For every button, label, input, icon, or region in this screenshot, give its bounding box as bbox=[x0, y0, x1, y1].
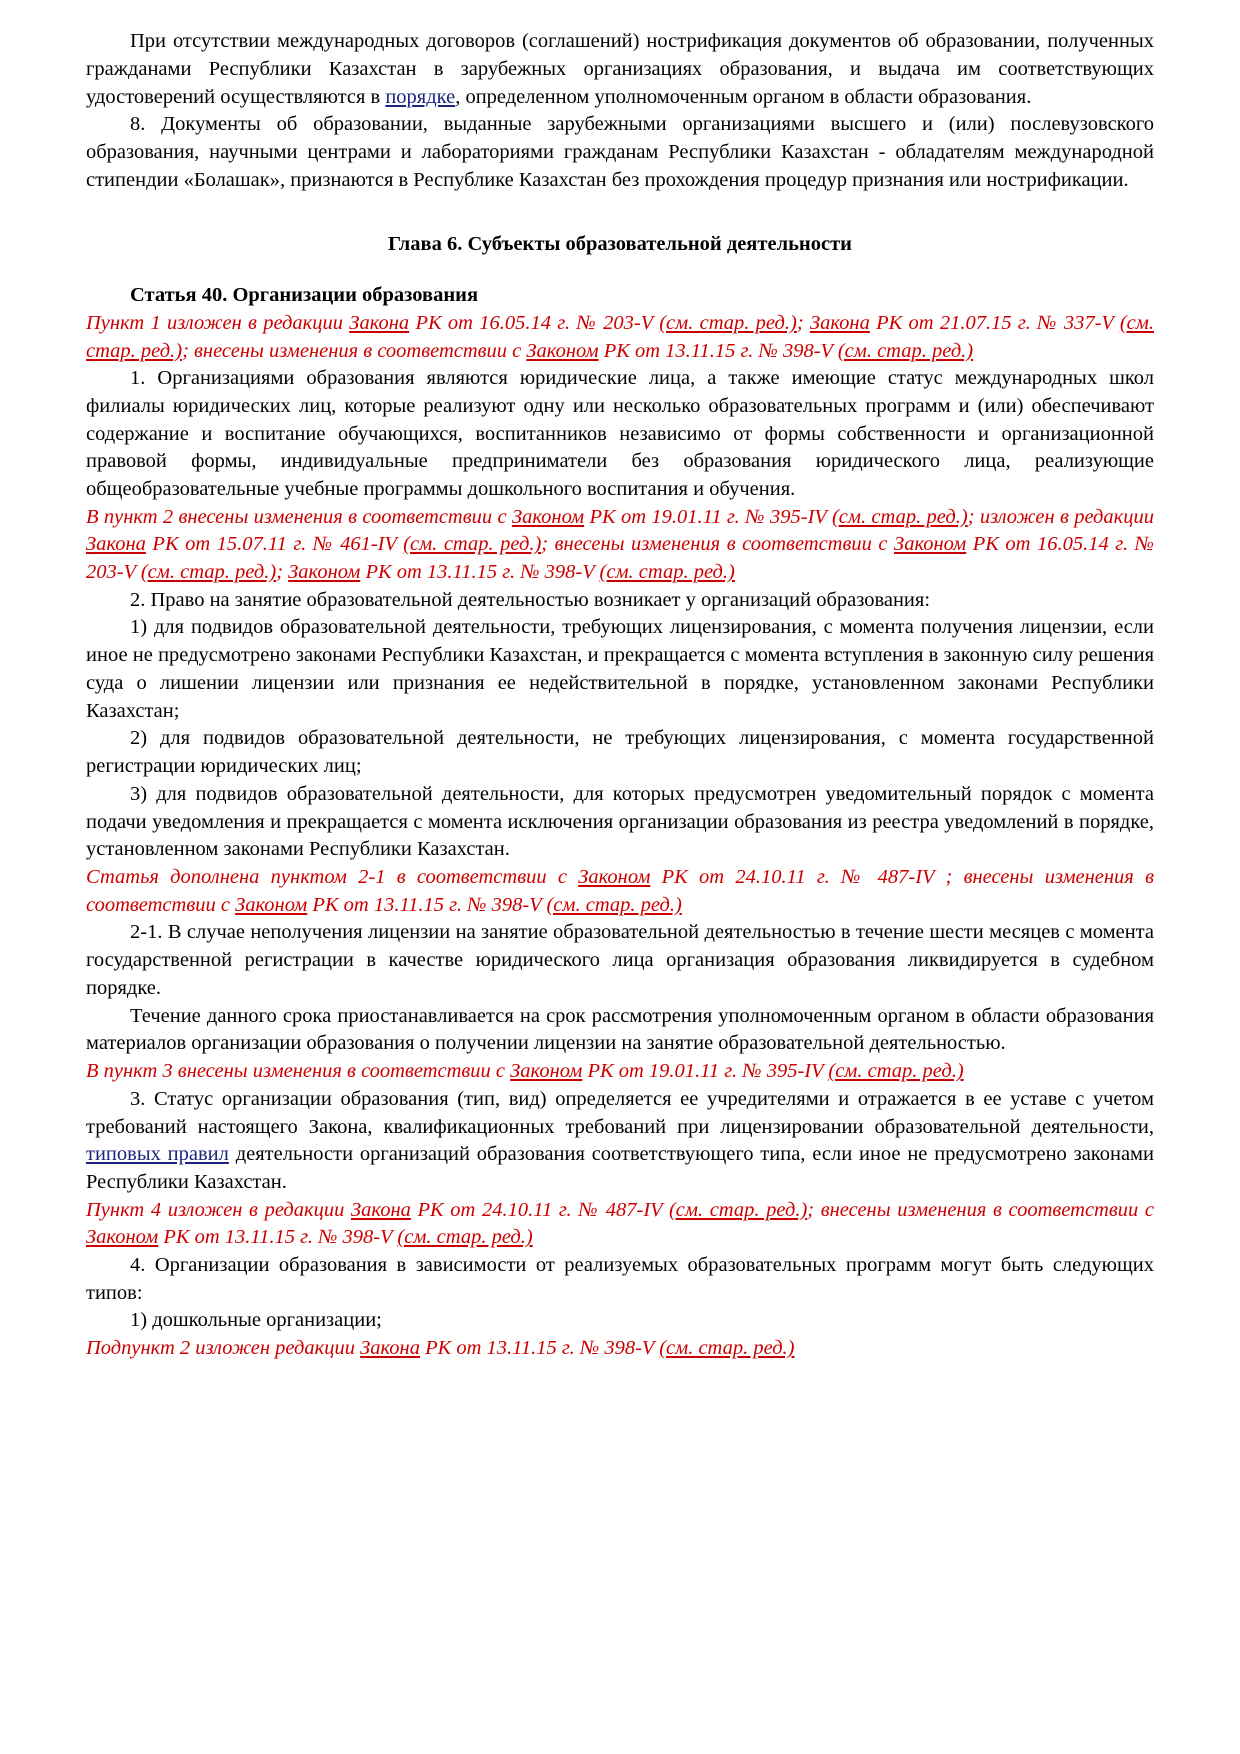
text-run: РК от 19.01.11 г. № 395-IV bbox=[582, 1060, 829, 1083]
note-link[interactable]: (см. стар. ред.) bbox=[659, 1337, 795, 1360]
text-run: РК от 13.11.15 г. № 398-V bbox=[158, 1226, 398, 1249]
body-paragraph bbox=[86, 1307, 1154, 1335]
text-run: РК от 15.07.11 г. № 461-IV bbox=[145, 533, 404, 556]
body-paragraph bbox=[86, 1086, 1154, 1197]
note-link[interactable]: Закона bbox=[349, 311, 410, 334]
note-link[interactable]: Закона bbox=[86, 533, 146, 556]
note-link[interactable]: (см. стар. ред.) bbox=[668, 1198, 808, 1221]
note-link[interactable]: Законом bbox=[526, 339, 599, 362]
note-link[interactable]: Законом bbox=[86, 1226, 159, 1249]
text-run: Пункт 1 изложен в редакции bbox=[86, 311, 350, 334]
body-paragraph bbox=[86, 111, 1154, 194]
note-link[interactable]: Закона bbox=[351, 1198, 411, 1221]
note-link[interactable]: (см. стар. ред.) bbox=[140, 561, 277, 584]
note-link[interactable]: Закона bbox=[809, 311, 870, 334]
text-run: 2-1. В случае неполучения лицензии на занятие образовательной деятельностью в течение шести месяцев с момента государственной регистрации в качестве юридического лица организация образования ликвидируется в судебном порядке. bbox=[86, 921, 1154, 999]
note-link[interactable]: (см. стар. ред.) bbox=[659, 311, 797, 334]
note-link[interactable]: Законом bbox=[510, 1060, 583, 1083]
document-content bbox=[86, 28, 1154, 1363]
text-run: 4. Организации образования в зависимости от реализуемых образовательных программ могут быть следующих типов: bbox=[86, 1253, 1154, 1304]
text-run: 1) дошкольные организации; bbox=[130, 1309, 382, 1332]
note-link[interactable]: Закона bbox=[360, 1337, 420, 1360]
inline-link[interactable]: типовых правил bbox=[86, 1143, 229, 1166]
text-run: РК от 24.10.11 г. № 487-IV bbox=[410, 1198, 669, 1221]
amendment-note bbox=[86, 310, 1154, 365]
text-run: деятельности организаций образования соответствующего типа, если иное не предусмотрено законами Республики Казахстан. bbox=[86, 1143, 1154, 1194]
text-run: ; изложен в редакции bbox=[967, 505, 1154, 528]
text-run: ; внесены изменения в соответствии с bbox=[541, 533, 895, 556]
note-link[interactable]: (см. стар. ред.) bbox=[397, 1226, 533, 1249]
amendment-note bbox=[86, 864, 1154, 919]
text-run: ; внесены изменения в соответствии с bbox=[182, 339, 527, 362]
amendment-note bbox=[86, 1058, 1154, 1086]
text-run: Статья 40. Организации образования bbox=[130, 284, 479, 307]
text-run: 1) для подвидов образовательной деятельности, требующих лицензирования, с момента получения лицензии, если иное не предусмотрено законами Республики Казахстан, и прекращается с момента вступления в законную силу решения суда о лишении лицензии или признания ее недействительной в порядке, установленном законами Республики Казахстан; bbox=[86, 616, 1154, 722]
note-link[interactable]: (см. стар. ред.) bbox=[599, 561, 735, 584]
text-run: , определенном уполномоченным органом в области образования. bbox=[455, 85, 1032, 108]
text-run: 2. Право на занятие образовательной деятельностью возникает у организаций образования: bbox=[130, 588, 931, 611]
body-paragraph bbox=[86, 365, 1154, 504]
chapter-heading bbox=[86, 231, 1154, 259]
body-paragraph bbox=[86, 919, 1154, 1002]
text-run: РК от 24.10.11 г. № 487-IV ; внесены изменения в соответствии с bbox=[86, 866, 1154, 916]
text-run: ; bbox=[276, 561, 289, 584]
body-paragraph bbox=[86, 1252, 1154, 1308]
body-paragraph bbox=[86, 614, 1154, 725]
text-run: ; внесены изменения в соответствии с bbox=[807, 1198, 1154, 1221]
text-run: При отсутствии международных договоров (соглашений) нострификация документов об образовании, полученных гражданами Республики Казахстан в зарубежных организациях образования, и выдача им соответствующих удостоверений осуществляются в bbox=[86, 30, 1154, 108]
body-paragraph bbox=[86, 587, 1154, 615]
text-run: РК от 19.01.11 г. № 395-IV bbox=[584, 505, 832, 528]
note-link[interactable]: (см. стар. ред.) bbox=[828, 1060, 964, 1083]
inline-link[interactable]: порядке bbox=[385, 85, 456, 108]
text-run: РК от 13.11.15 г. № 398-V bbox=[307, 893, 547, 916]
body-paragraph bbox=[86, 781, 1154, 864]
text-run: В пункт 2 внесены изменения в соответствии с bbox=[86, 505, 512, 528]
note-link[interactable]: (см. стар. ред.) bbox=[546, 893, 682, 916]
note-link[interactable]: (см. стар. ред.) bbox=[837, 339, 974, 362]
text-run: 3. Статус организации образования (тип, вид) определяется ее учредителями и отражается в ее уставе с учетом требований настоящего Закона, квалификационных требований при лицензировании образовательной деятельности, bbox=[86, 1087, 1154, 1138]
vertical-spacer bbox=[86, 195, 1154, 231]
text-run: Течение данного срока приостанавливается на срок рассмотрения уполномоченным органом в области образования материалов организации образования о получении лицензии на занятие образовательной деятельностью. bbox=[86, 1004, 1154, 1055]
body-paragraph bbox=[86, 725, 1154, 781]
amendment-note bbox=[86, 1197, 1154, 1252]
text-run: ; bbox=[796, 311, 810, 334]
text-run: 8. Документы об образовании, выданные зарубежными организациями высшего и (или) послевузовского образования, научными центрами и лабораториями гражданам Республики Казахстан - обладателям международной стипендии «Болашак», признаются в Республике Казахстан без прохождения процедур признания или нострификации. bbox=[86, 113, 1154, 191]
note-link[interactable]: Законом bbox=[578, 866, 651, 889]
text-run: В пункт 3 внесены изменения в соответствии с bbox=[86, 1060, 511, 1083]
text-run: Пункт 4 изложен в редакции bbox=[86, 1198, 352, 1221]
text-run: РК от 16.05.14 г. № 203-V bbox=[409, 311, 660, 334]
body-paragraph bbox=[86, 28, 1154, 111]
note-link[interactable]: (см. стар. ред.) bbox=[831, 505, 968, 528]
text-run: РК от 21.07.15 г. № 337-V bbox=[869, 311, 1120, 334]
text-run: 3) для подвидов образовательной деятельности, для которых предусмотрен уведомительный порядок с момента подачи уведомления и прекращается с момента исключения организации образования из реестра уведомлений в порядке, установленном законами Республики Казахстан. bbox=[86, 782, 1154, 861]
amendment-note bbox=[86, 1335, 1154, 1363]
amendment-note bbox=[86, 504, 1154, 587]
text-run: Статья дополнена пунктом 2-1 в соответствии с bbox=[86, 866, 579, 889]
body-paragraph bbox=[86, 1003, 1154, 1059]
note-link[interactable]: Законом bbox=[288, 561, 361, 584]
note-link[interactable]: Законом bbox=[511, 505, 585, 528]
note-link[interactable]: (см. стар. ред.) bbox=[86, 311, 1154, 362]
text-run: Глава 6. Субъекты образовательной деятельности bbox=[388, 232, 852, 255]
text-run: Подпункт 2 изложен редакции bbox=[86, 1337, 361, 1360]
text-run: РК от 16.05.14 г. № 203-V bbox=[86, 533, 1155, 584]
text-run: РК от 13.11.15 г. № 398-V bbox=[598, 339, 838, 362]
text-run: РК от 13.11.15 г. № 398-V bbox=[360, 561, 600, 584]
vertical-spacer bbox=[86, 258, 1154, 282]
note-link[interactable]: Законом bbox=[894, 533, 967, 556]
text-run: 2) для подвидов образовательной деятельности, не требующих лицензирования, с момента государственной регистрации юридических лиц; bbox=[86, 727, 1154, 778]
text-run: РК от 13.11.15 г. № 398-V bbox=[419, 1337, 660, 1360]
note-link[interactable]: Законом bbox=[235, 893, 308, 916]
text-run: 1. Организациями образования являются юридические лица, а также имеющие статус международных школ филиалы юридических лиц, которые реализуют одну или несколько образовательных программ и (или) обеспечивают содержание и воспитание обучающихся, воспитанников независимо от формы собственности и организационной правовой формы, индивидуальные предприниматели без образования юридического лица, реализующие общеобразовательные учебные программы дошкольного воспитания и обучения. bbox=[86, 367, 1154, 501]
article-heading bbox=[86, 282, 1154, 310]
note-link[interactable]: (см. стар. ред.) bbox=[403, 533, 542, 556]
